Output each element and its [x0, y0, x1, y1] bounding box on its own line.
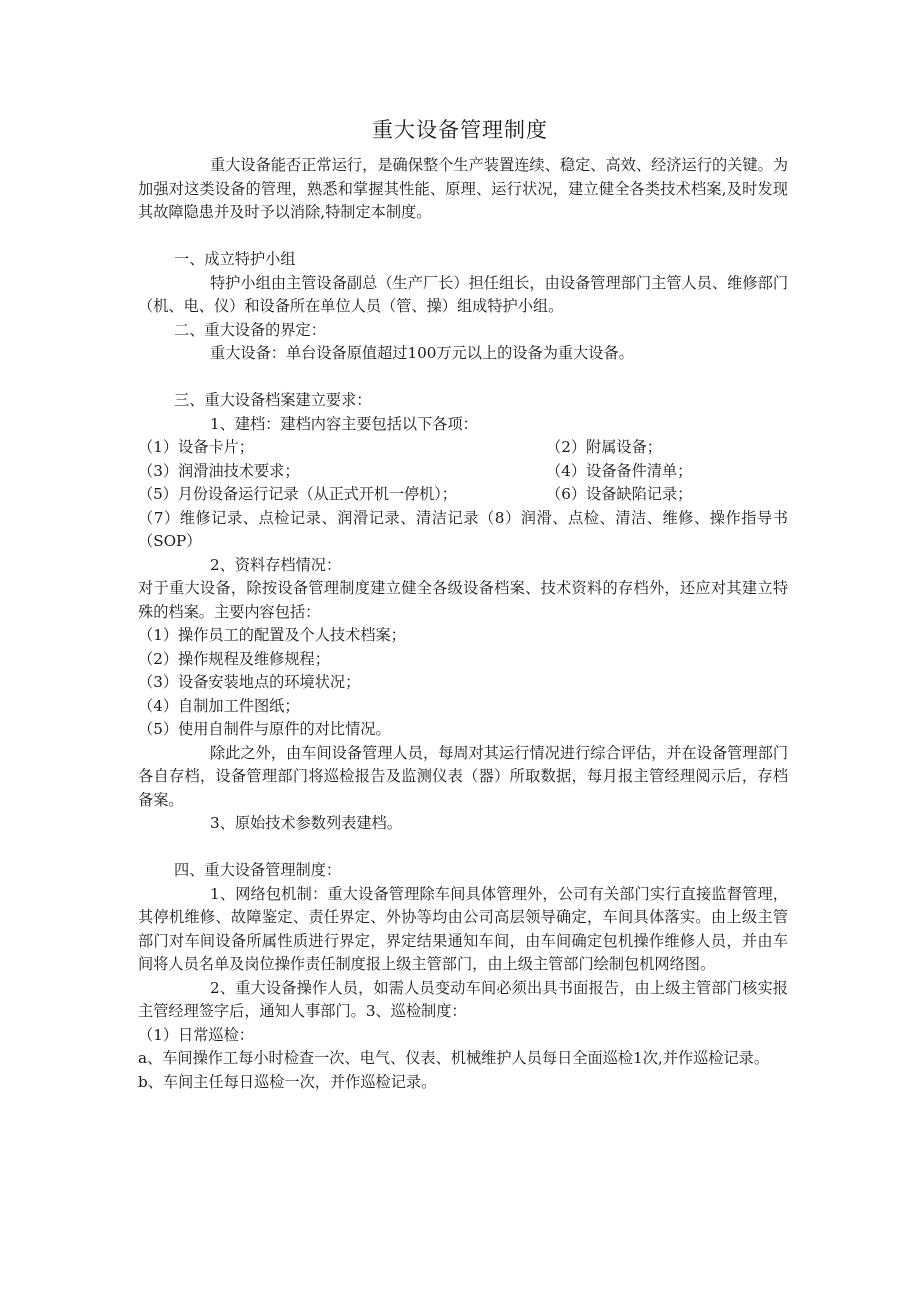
section-3-sub2-text: 对于重大设备，除按设备管理制度建立健全各级设备档案、技术资料的存档外，还应对其建立特殊的档案。主要内容包括：	[138, 579, 788, 621]
section-3-sub2: 2、资料存档情况：	[210, 555, 342, 574]
section-2-heading: 二、重大设备的界定：	[174, 320, 326, 339]
archive-item: （5）月份设备运行记录（从正式开机一停机）；	[138, 485, 457, 503]
archive-item: （1）设备卡片；	[138, 438, 254, 456]
section-1-heading: 一、成立特护小组	[174, 250, 296, 268]
intro-paragraph: 重大设备能否正常运行，是确保整个生产装置连续、稳定、高效、经济运行的关键。为加强对这类设备的管理，熟悉和掌握其性能、原理、运行状况，建立健全各类技术档案,及时发现其故障隐患并及时予以消除,特制定本制度。	[138, 156, 788, 221]
archive-item: （6）设备缺陷记录；	[546, 485, 693, 503]
section-4-p2: 2、重大设备操作人员，如需人员变动车间必须出具书面报告，由上级主管部门核实报主管经理签字后，通知人事部门。3、巡检制度：	[138, 978, 788, 1020]
archive-item: （4）设备备件清单；	[546, 461, 693, 480]
archive-item-7-8: （7）维修记录、点检记录、润滑记录、清洁记录（8）润滑、点检、清洁、维修、操作指导书（SOP）	[138, 508, 788, 550]
daily-inspection-heading: （1）日常巡检：	[138, 1025, 254, 1044]
section-4-p1: 1、网络包机制：重大设备管理除车间具体管理外，公司有关部门实行直接监督管理，其停机维修、故障鉴定、责任界定、外协等均由公司高层领导确定，车间具体落实。由上级主管部门对车间设备所属性质进行界定，界定结果通知车间，由车间确定包机操作维修人员，并由车间将人员名单及岗位操作责任制度报上级主管部门，由上级主管部门绘制包机网络图。	[138, 884, 788, 973]
archive-item-row	[138, 436, 788, 460]
archive-item: （2）附属设备；	[546, 438, 662, 456]
section-3-sub3: 3、原始技术参数列表建档。	[210, 814, 402, 832]
special-archive-item: （3）设备安装地点的环境状况；	[138, 673, 361, 691]
section-3-extra: 除此之外，由车间设备管理人员，每周对其运行情况进行综合评估，并在设备管理部门各自存档，设备管理部门将巡检报告及监测仪表（器）所取数据，每月报主管经理阅示后，存档备案。	[138, 743, 788, 809]
archive-item: （3）润滑油技术要求；	[138, 461, 300, 480]
section-1-text: 特护小组由主管设备副总（生产厂长）担任组长，由设备管理部门主管人员、维修部门（机、电、仪）和设备所在单位人员（管、操）组成特护小组。	[138, 273, 788, 315]
spacer	[138, 366, 788, 390]
special-archive-item: （1）操作员工的配置及个人技术档案；	[138, 626, 406, 644]
archive-item-row	[138, 460, 788, 484]
spacer	[138, 836, 788, 860]
document-body	[138, 154, 788, 1094]
document-title: 重大设备管理制度	[372, 118, 548, 142]
archive-item-row	[138, 483, 788, 507]
section-2-text: 重大设备：单台设备原值超过100万元以上的设备为重大设备。	[210, 344, 634, 362]
section-3-sub1: 1、建档：建档内容主要包括以下各项：	[210, 414, 478, 433]
section-4-heading: 四、重大设备管理制度：	[174, 861, 342, 879]
special-archive-item: （2）操作规程及维修规程；	[138, 649, 330, 668]
spacer	[138, 225, 788, 249]
special-archive-item: （4）自制加工件图纸；	[138, 696, 300, 715]
daily-inspection-b: b、车间主任每日巡检一次，并作巡检记录。	[138, 1072, 437, 1091]
special-archive-item: （5）使用自制件与原件的对比情况。	[138, 720, 391, 738]
daily-inspection-a: a、车间操作工每小时检查一次、电气、仪表、机械维护人员每日全面巡检1次,并作巡检记录。	[138, 1049, 770, 1067]
section-3-heading: 三、重大设备档案建立要求：	[174, 391, 372, 409]
